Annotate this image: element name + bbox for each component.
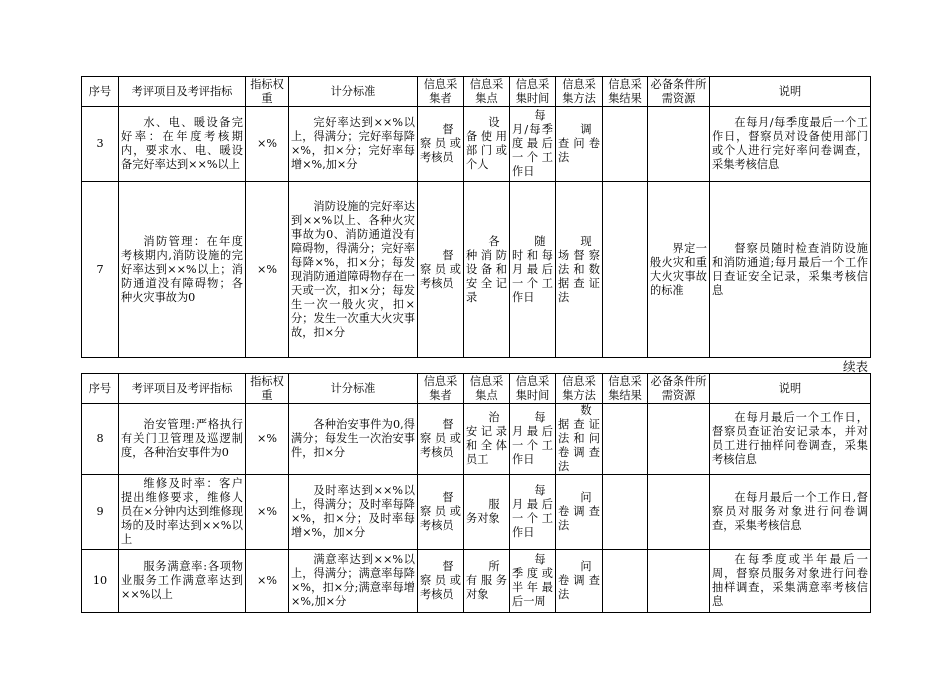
row-resource: 界定一般火灾和重大火灾事故的标准 (648, 182, 710, 358)
row-method: 数据查证法和问卷调查法 (556, 404, 603, 475)
row-weight: ×% (246, 550, 289, 613)
header-collector: 信息采集者 (418, 374, 464, 404)
row-collector: 督察员或考核员 (418, 550, 464, 613)
row-standard: 及时率达到××%以上，得满分；及时率每降×%，扣×分；及时率每增×%，加×分 (289, 475, 418, 550)
header-method: 信息采集方法 (556, 77, 603, 107)
row-collector: 督察员或考核员 (418, 182, 464, 358)
row-standard: 消防设施的完好率达到××%以上、各种火灾事故为0、消防通道没有障碍物，得满分；完好率每降×%，扣×分；每发现消防通道障碍物存在一天或一次，扣×分；每发生一次一般火灾，扣×分；发生一次重大火灾事故，扣×分 (289, 182, 418, 358)
header-note: 说明 (710, 374, 871, 404)
row-resource (648, 404, 710, 475)
row-standard: 各种治安事件为0,得满分；每发生一次治安事件，扣×分 (289, 404, 418, 475)
row-no: 3 (82, 107, 119, 182)
row-weight: ×% (246, 182, 289, 358)
row-item: 治安管理:严格执行有关门卫管理及巡逻制度，各种治安事件为0 (119, 404, 246, 475)
row-note: 在每季度或半年最后一周，督察员服务对象进行问卷抽样调查，采集满意率考核信息 (710, 550, 871, 613)
row-result (603, 107, 648, 182)
header-row (82, 374, 871, 404)
row-time: 每月/每季度最后一个工作日 (510, 107, 556, 182)
row-point: 各种消防设备和安全记录 (464, 182, 510, 358)
header-weight: 指标权重 (246, 374, 289, 404)
header-result: 信息采集结果 (603, 77, 648, 107)
row-weight: ×% (246, 404, 289, 475)
row-weight: ×% (246, 107, 289, 182)
row-method: 现场督察法和数据查证法 (556, 182, 603, 358)
row-item: 服务满意率:各项物业服务工作满意率达到××%以上 (119, 550, 246, 613)
row-note: 在每月/每季度最后一个工作日，督察员对设备使用部门或个人进行完好率问卷调查，采集考核信息 (710, 107, 871, 182)
row-result (603, 182, 648, 358)
row-collector: 督察员或考核员 (418, 107, 464, 182)
row-method: 问卷调查法 (556, 550, 603, 613)
assessment-table-1 (81, 76, 871, 358)
header-row (82, 77, 871, 107)
row-standard: 满意率达到××%以上，得满分；满意率每降×%，扣×分;满意率每增×%,加×分 (289, 550, 418, 613)
row-note: 在每月最后一个工作日,督察员对服务对象进行问卷调查，采集考核信息 (710, 475, 871, 550)
row-result (603, 550, 648, 613)
continued-label: 续表 (842, 359, 868, 374)
row-time: 每季度或半年最后一周 (510, 550, 556, 613)
header-note: 说明 (710, 77, 871, 107)
table-row (82, 475, 871, 550)
row-method: 调查问卷法 (556, 107, 603, 182)
header-point: 信息采集点 (464, 374, 510, 404)
header-standard: 计分标准 (289, 374, 418, 404)
header-time: 信息采集时间 (510, 374, 556, 404)
header-item: 考评项目及考评指标 (119, 77, 246, 107)
row-no: 7 (82, 182, 119, 358)
row-weight: ×% (246, 475, 289, 550)
row-collector: 督察员或考核员 (418, 475, 464, 550)
header-resource: 必备条件所需资源 (648, 374, 710, 404)
row-point: 所有服务对象 (464, 550, 510, 613)
row-note: 在每月最后一个工作日，督察员查证治安记录本，并对员工进行抽样问卷调查，采集考核信息 (710, 404, 871, 475)
row-item: 水、电、暖设备完好率：在年度考核期内，要求水、电、暖设备完好率达到××%以上 (119, 107, 246, 182)
row-collector: 督察员或考核员 (418, 404, 464, 475)
row-note: 督察员随时检查消防设施和消防通道;每月最后一个工作日查证安全记录，采集考核信息 (710, 182, 871, 358)
header-weight: 指标权重 (246, 77, 289, 107)
header-result: 信息采集结果 (603, 374, 648, 404)
header-point: 信息采集点 (464, 77, 510, 107)
row-item: 消防管理：在年度考核期内,消防设施的完好率达到××%以上；消防通道没有障碍物；各种火灾事故为0 (119, 182, 246, 358)
row-time: 随时和每月最后一个工作日 (510, 182, 556, 358)
header-no: 序号 (82, 77, 119, 107)
table-row (82, 107, 871, 182)
row-point: 服务对象 (464, 475, 510, 550)
row-standard: 完好率达到××%以上，得满分；完好率每降×%，扣×分；完好率每增×%,加×分 (289, 107, 418, 182)
row-result (603, 404, 648, 475)
row-no: 10 (82, 550, 119, 613)
row-no: 9 (82, 475, 119, 550)
table-row (82, 404, 871, 475)
row-point: 治安记录和全体员工 (464, 404, 510, 475)
row-result (603, 475, 648, 550)
header-collector: 信息采集者 (418, 77, 464, 107)
row-item: 维修及时率：客户提出维修要求，维修人员在×分钟内达到维修现场的及时率达到××%以上 (119, 475, 246, 550)
row-point: 设备使用部门或个人 (464, 107, 510, 182)
header-resource: 必备条件所需资源 (648, 77, 710, 107)
header-method: 信息采集方法 (556, 374, 603, 404)
header-standard: 计分标准 (289, 77, 418, 107)
table-row (82, 550, 871, 613)
row-no: 8 (82, 404, 119, 475)
row-method: 问卷调查法 (556, 475, 603, 550)
header-item: 考评项目及考评指标 (119, 374, 246, 404)
header-time: 信息采集时间 (510, 77, 556, 107)
header-no: 序号 (82, 374, 119, 404)
assessment-table-2 (81, 373, 871, 613)
row-resource (648, 475, 710, 550)
row-time: 每月最后一个工作日 (510, 475, 556, 550)
row-resource (648, 550, 710, 613)
row-time: 每月最后一个工作日 (510, 404, 556, 475)
row-resource (648, 107, 710, 182)
table-row (82, 182, 871, 358)
